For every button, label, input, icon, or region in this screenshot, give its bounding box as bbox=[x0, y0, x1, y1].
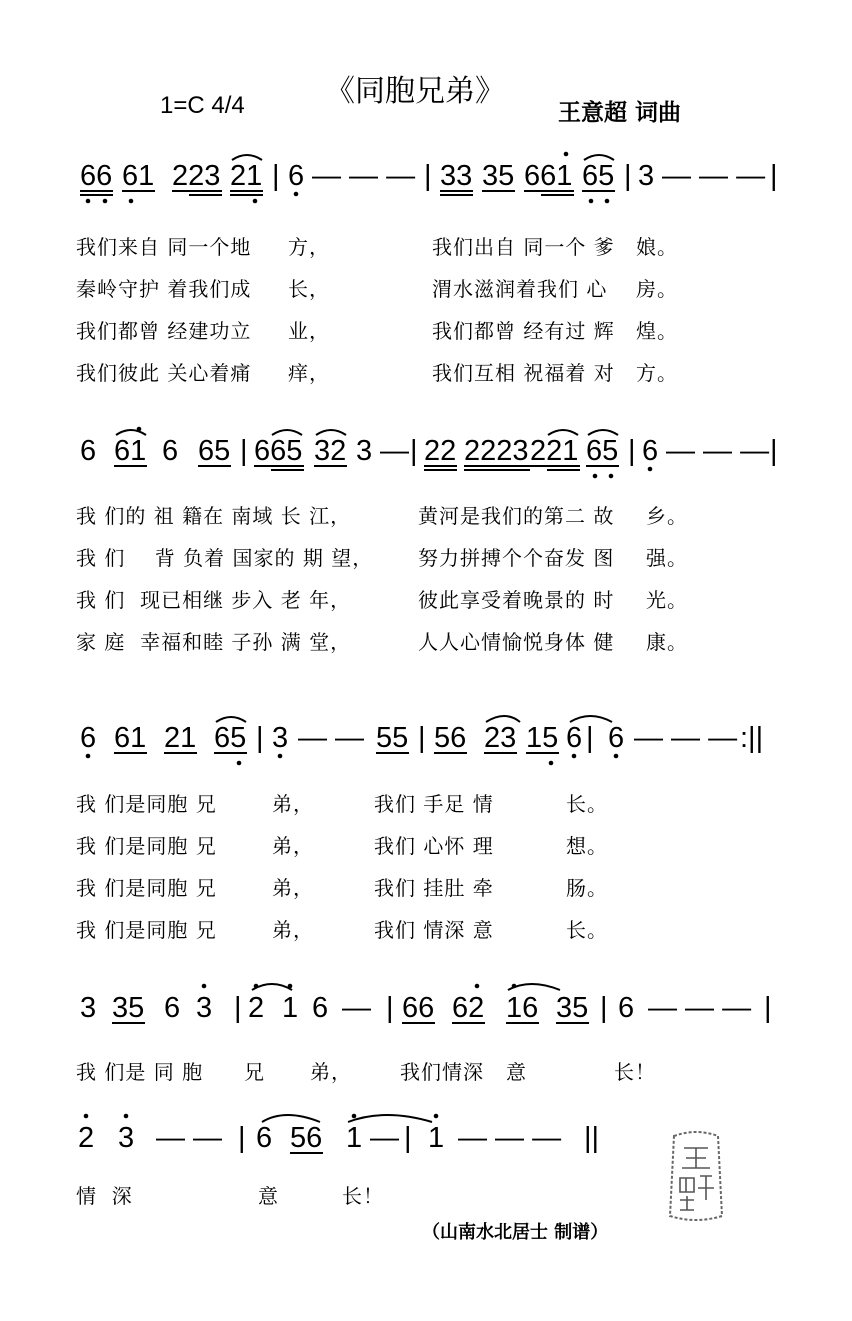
note-group: 65 bbox=[586, 435, 619, 467]
barline: | bbox=[628, 435, 636, 467]
note-group: 32 bbox=[314, 435, 347, 467]
note-group: 56 bbox=[434, 722, 467, 754]
lyric-line: 努力拼搏个个奋发 图 bbox=[418, 546, 615, 570]
lyric-line: 黄河是我们的第二 故 bbox=[418, 504, 615, 528]
score-line-1 bbox=[0, 150, 852, 220]
dash-group: — — bbox=[298, 722, 365, 754]
lyric-line: 乡。 bbox=[646, 504, 688, 528]
barline: | bbox=[410, 435, 418, 467]
lyric-line: 长。 bbox=[566, 918, 608, 942]
note-group: 22 bbox=[424, 435, 457, 467]
lyric-line: 业， bbox=[288, 319, 330, 343]
score-line-3 bbox=[0, 712, 852, 782]
barline: | bbox=[240, 435, 248, 467]
lyric-line: 方， bbox=[288, 235, 330, 259]
barline: | bbox=[424, 160, 432, 192]
barline: | bbox=[234, 992, 242, 1024]
note-group: 61 bbox=[114, 435, 147, 467]
lyric-line: 我 们是同胞 兄 bbox=[76, 918, 217, 942]
barline: | bbox=[764, 992, 772, 1024]
lyric-line: 意 bbox=[506, 1060, 527, 1084]
lyric-line: 我们 心怀 理 bbox=[374, 834, 494, 858]
note-group: 3 bbox=[272, 722, 289, 754]
score-line-4 bbox=[0, 982, 852, 1052]
note-group: 221 bbox=[530, 435, 579, 467]
note-group: 23 bbox=[484, 722, 517, 754]
dash-group: — — — bbox=[634, 722, 738, 754]
lyric-line: 秦岭守护 着我们成 bbox=[76, 277, 252, 301]
note-group: 6 bbox=[608, 722, 625, 754]
note-group: 65 bbox=[198, 435, 231, 467]
lyric-line: 强。 bbox=[646, 546, 688, 570]
lyric-line: 我 们是 同 胞 bbox=[76, 1060, 204, 1084]
composer-credit: 王意超 词曲 bbox=[558, 100, 682, 126]
lyric-line: 长。 bbox=[566, 792, 608, 816]
lyric-line: 我们彼此 关心着痛 bbox=[76, 361, 252, 385]
lyric-line: 兄 bbox=[244, 1060, 265, 1084]
note-group: 35 bbox=[482, 160, 515, 192]
seal-stamp-icon bbox=[664, 1130, 728, 1228]
note-group: 6 bbox=[566, 722, 583, 754]
barline: | bbox=[386, 992, 394, 1024]
barline: | bbox=[770, 160, 778, 192]
barline: | bbox=[770, 435, 778, 467]
note-group: 61 bbox=[122, 160, 155, 192]
dash-group: — — — bbox=[458, 1122, 562, 1154]
note-group: 21 bbox=[164, 722, 197, 754]
arranger-credit: （山南水北居士 制谱） bbox=[422, 1222, 609, 1243]
note-group: 1 bbox=[346, 1122, 363, 1154]
note-group: 21 bbox=[230, 160, 263, 192]
note-group: 65 bbox=[214, 722, 247, 754]
lyric-line: 长！ bbox=[614, 1060, 656, 1084]
barline: | bbox=[256, 722, 264, 754]
repeat-end: :|| bbox=[740, 722, 764, 754]
dash-group: — bbox=[380, 435, 409, 467]
dash-group: — — — bbox=[666, 435, 770, 467]
note-group: 665 bbox=[254, 435, 303, 467]
barline: | bbox=[624, 160, 632, 192]
score-line-2 bbox=[0, 425, 852, 495]
dash-group: — — — bbox=[312, 160, 416, 192]
barline: | bbox=[238, 1122, 246, 1154]
note-group: 6 bbox=[80, 722, 97, 754]
note-group: 1 bbox=[428, 1122, 445, 1154]
note-group: 3 bbox=[356, 435, 373, 467]
lyric-line: 娘。 bbox=[636, 235, 678, 259]
note-group: 3 bbox=[638, 160, 655, 192]
lyric-line: 渭水滋润着我们 心 bbox=[432, 277, 608, 301]
lyric-line: 我 们是同胞 兄 bbox=[76, 834, 217, 858]
lyric-line: 弟， bbox=[310, 1060, 352, 1084]
lyric-line: 我 们 背 负着 国家的 期 望， bbox=[76, 546, 374, 570]
lyric-line: 我 们的 祖 籍在 南域 长 江， bbox=[76, 504, 352, 528]
dash-group: — bbox=[342, 992, 371, 1024]
lyric-line: 房。 bbox=[636, 277, 678, 301]
dash-group: — — bbox=[156, 1122, 223, 1154]
note-group: 35 bbox=[112, 992, 145, 1024]
lyric-line: 我们互相 祝福着 对 bbox=[432, 361, 615, 385]
lyric-line: 痒， bbox=[288, 361, 330, 385]
lyric-line: 想。 bbox=[566, 834, 608, 858]
note-group: 65 bbox=[582, 160, 615, 192]
lyric-line: 肠。 bbox=[566, 876, 608, 900]
note-group: 66 bbox=[80, 160, 113, 192]
note-group: 16 bbox=[506, 992, 539, 1024]
note-group: 3 bbox=[80, 992, 97, 1024]
note-group: 66 bbox=[402, 992, 435, 1024]
note-group: 62 bbox=[452, 992, 485, 1024]
lyric-line: 弟， bbox=[272, 834, 314, 858]
dash-group: — — — bbox=[648, 992, 752, 1024]
note-group: 661 bbox=[524, 160, 573, 192]
note-group: 6 bbox=[288, 160, 305, 192]
barline: | bbox=[272, 160, 280, 192]
lyric-line: 我 们 现已相继 步入 老 年， bbox=[76, 588, 352, 612]
lyric-line: 弟， bbox=[272, 792, 314, 816]
note-group: 3 bbox=[196, 992, 213, 1024]
final-barline: || bbox=[584, 1122, 600, 1154]
lyric-line: 长， bbox=[288, 277, 330, 301]
lyric-line: 我们都曾 经建功立 bbox=[76, 319, 252, 343]
lyric-line: 家 庭 幸福和睦 子孙 满 堂， bbox=[76, 630, 352, 654]
note-group: 6 bbox=[162, 435, 179, 467]
note-group: 35 bbox=[556, 992, 589, 1024]
note-group: 3 bbox=[118, 1122, 135, 1154]
lyric-line: 我们情深 bbox=[400, 1060, 484, 1084]
note-group: 6 bbox=[618, 992, 635, 1024]
barline: | bbox=[418, 722, 426, 754]
note-group: 56 bbox=[290, 1122, 323, 1154]
lyric-line: 弟， bbox=[272, 876, 314, 900]
lyric-line: 我 们是同胞 兄 bbox=[76, 792, 217, 816]
note-group: 1 bbox=[282, 992, 299, 1024]
key-signature: 1=C 4/4 bbox=[160, 92, 245, 119]
lyric-line: 人人心情愉悦身体 健 bbox=[418, 630, 615, 654]
lyric-line: 我们 情深 意 bbox=[374, 918, 494, 942]
note-group: 6 bbox=[256, 1122, 273, 1154]
lyric-line: 长！ bbox=[342, 1184, 384, 1208]
lyric-line: 康。 bbox=[646, 630, 688, 654]
lyric-line: 我 们是同胞 兄 bbox=[76, 876, 217, 900]
barline: | bbox=[404, 1122, 412, 1154]
note-group: 2 bbox=[248, 992, 265, 1024]
lyric-line: 我们来自 同一个地 bbox=[76, 235, 252, 259]
note-group: 33 bbox=[440, 160, 473, 192]
note-group: 6 bbox=[164, 992, 181, 1024]
note-group: 223 bbox=[172, 160, 221, 192]
dash-group: — — — bbox=[662, 160, 766, 192]
barline: | bbox=[600, 992, 608, 1024]
lyric-line: 彼此享受着晚景的 时 bbox=[418, 588, 615, 612]
barline: | bbox=[586, 722, 594, 754]
lyric-line: 我们 手足 情 bbox=[374, 792, 494, 816]
lyric-line: 方。 bbox=[636, 361, 678, 385]
lyric-line: 我们都曾 经有过 辉 bbox=[432, 319, 615, 343]
note-group: 61 bbox=[114, 722, 147, 754]
lyric-line: 光。 bbox=[646, 588, 688, 612]
note-group: 15 bbox=[526, 722, 559, 754]
note-group: 2 bbox=[78, 1122, 95, 1154]
note-group: 6 bbox=[80, 435, 97, 467]
lyric-line: 我们出自 同一个 爹 bbox=[432, 235, 615, 259]
note-group: 2223 bbox=[464, 435, 529, 467]
lyric-line: 我们 挂肚 牵 bbox=[374, 876, 494, 900]
note-group: 6 bbox=[312, 992, 329, 1024]
lyric-line: 煌。 bbox=[636, 319, 678, 343]
lyric-line: 弟， bbox=[272, 918, 314, 942]
lyric-line: 情 深 bbox=[76, 1184, 133, 1208]
dash-group: — bbox=[370, 1122, 399, 1154]
lyric-line: 意 bbox=[258, 1184, 279, 1208]
note-group: 6 bbox=[642, 435, 659, 467]
note-group: 55 bbox=[376, 722, 409, 754]
song-title: 《同胞兄弟》 bbox=[325, 74, 505, 109]
